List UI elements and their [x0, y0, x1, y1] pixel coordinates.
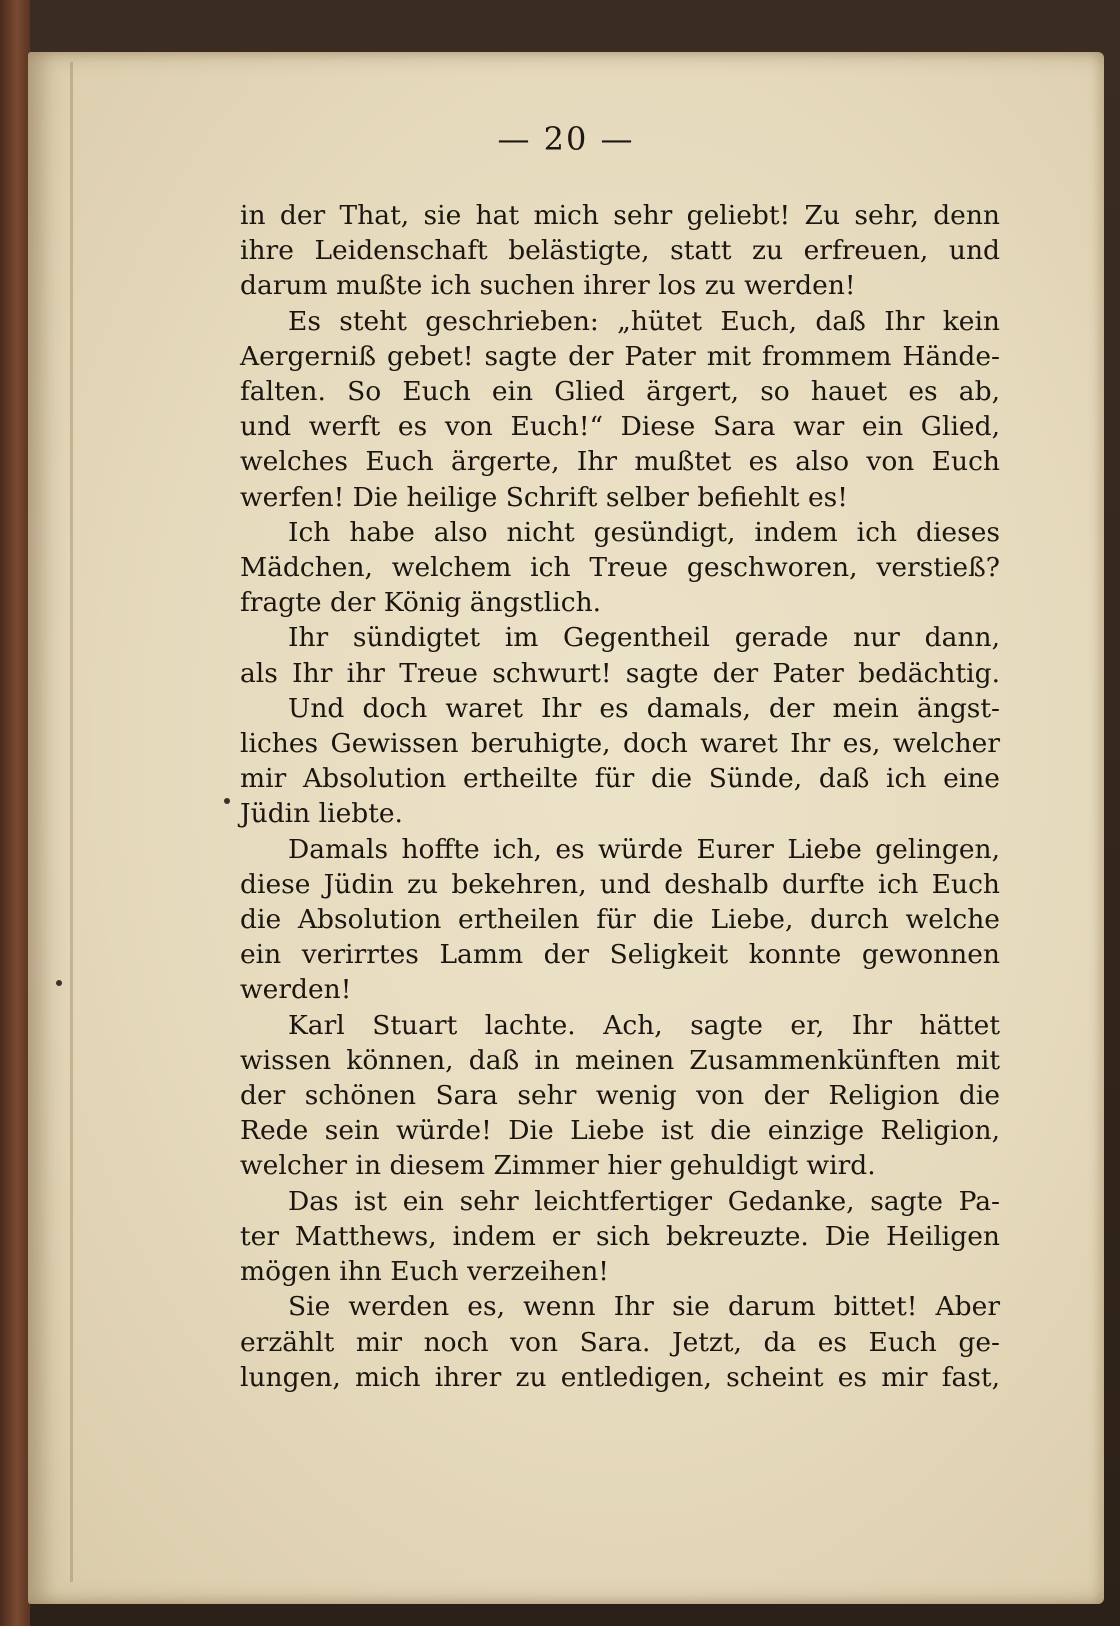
text-line: ein verirrtes Lamm der Seligkeit konnte gewonnen — [240, 939, 1000, 971]
text-line: diese Jüdin zu bekehren, und deshalb durfte ich Euch — [240, 868, 1000, 900]
text-line: Mädchen, welchem ich Treue geschworen, verstieß? — [240, 552, 1000, 584]
text-line: werden! — [240, 974, 352, 1006]
text-line: als Ihr ihr Treue schwurt! sagte der Pater bedächtig. — [240, 657, 1000, 689]
text-line: in der That, sie hat mich sehr geliebt! Zu sehr, denn — [240, 200, 1000, 231]
text-line: Und doch waret Ihr es damals, der mein ängst- — [288, 692, 1000, 724]
text-line: Das ist ein sehr leichtfertiger Gedanke, sagte Pa- — [288, 1185, 1000, 1217]
book-binding-edge — [0, 0, 30, 1626]
text-line: Sie werden es, wenn Ihr sie darum bittet! Aber — [288, 1291, 1000, 1323]
text-line: mögen ihn Euch verzeihen! — [240, 1256, 609, 1288]
text-line: die Absolution ertheilen für die Liebe, durch welche — [240, 904, 1000, 936]
text-line: darum mußte ich suchen ihrer los zu werden! — [240, 270, 856, 302]
text-line: liches Gewissen beruhigte, doch waret Ihr es, welcher — [240, 728, 1000, 760]
text-line: Karl Stuart lachte. Ach, sagte er, Ihr hättet — [288, 1009, 1000, 1041]
text-line: der schönen Sara sehr wenig von der Religion die — [240, 1080, 1000, 1112]
text-line: ihre Leidenschaft belästigte, statt zu erfreuen, und — [240, 235, 1000, 267]
text-line: Rede sein würde! Die Liebe ist die einzige Religion, — [240, 1115, 1000, 1147]
paper-page — [28, 52, 1104, 1604]
page-number: — 20 — — [497, 120, 635, 158]
text-line: Damals hoffte ich, es würde Eurer Liebe gelingen, — [288, 833, 1000, 865]
text-line: ter Matthews, indem er sich bekreuzte. Die Heiligen — [240, 1220, 1000, 1252]
ink-speck — [224, 798, 230, 804]
text-line: Aergerniß gebet! sagte der Pater mit frommem Hände- — [240, 340, 1000, 372]
text-line: fragte der König ängstlich. — [240, 587, 602, 619]
text-line: Ich habe also nicht gesündigt, indem ich dieses — [288, 516, 1000, 548]
text-line: Jüdin liebte. — [240, 798, 403, 830]
text-line: erzählt mir noch von Sara. Jetzt, da es Euch ge- — [240, 1326, 1000, 1358]
text-line: mir Absolution ertheilte für die Sünde, daß ich eine — [240, 763, 1000, 795]
text-line: welcher in diesem Zimmer hier gehuldigt wird. — [240, 1150, 876, 1182]
text-line: lungen, mich ihrer zu entledigen, scheint es mir fast, — [240, 1361, 1000, 1393]
text-line: falten. So Euch ein Glied ärgert, so hauet es ab, — [240, 376, 1000, 408]
gutter-shadow — [70, 62, 73, 1582]
text-line: werfen! Die heilige Schrift selber befiehlt es! — [240, 481, 848, 513]
ink-speck — [56, 980, 62, 986]
text-line: und werft es von Euch!“ Diese Sara war ein Glied, — [240, 411, 1000, 443]
text-line: Es steht geschrieben: „hütet Euch, daß Ihr kein — [288, 305, 1000, 337]
text-line: welches Euch ärgerte, Ihr mußtet es also von Euch — [240, 446, 1000, 478]
body-text — [240, 198, 1000, 1395]
text-line: wissen können, daß in meinen Zusammenkünften mit — [240, 1044, 1000, 1076]
text-line: Ihr sündigtet im Gegentheil gerade nur dann, — [288, 622, 1000, 654]
